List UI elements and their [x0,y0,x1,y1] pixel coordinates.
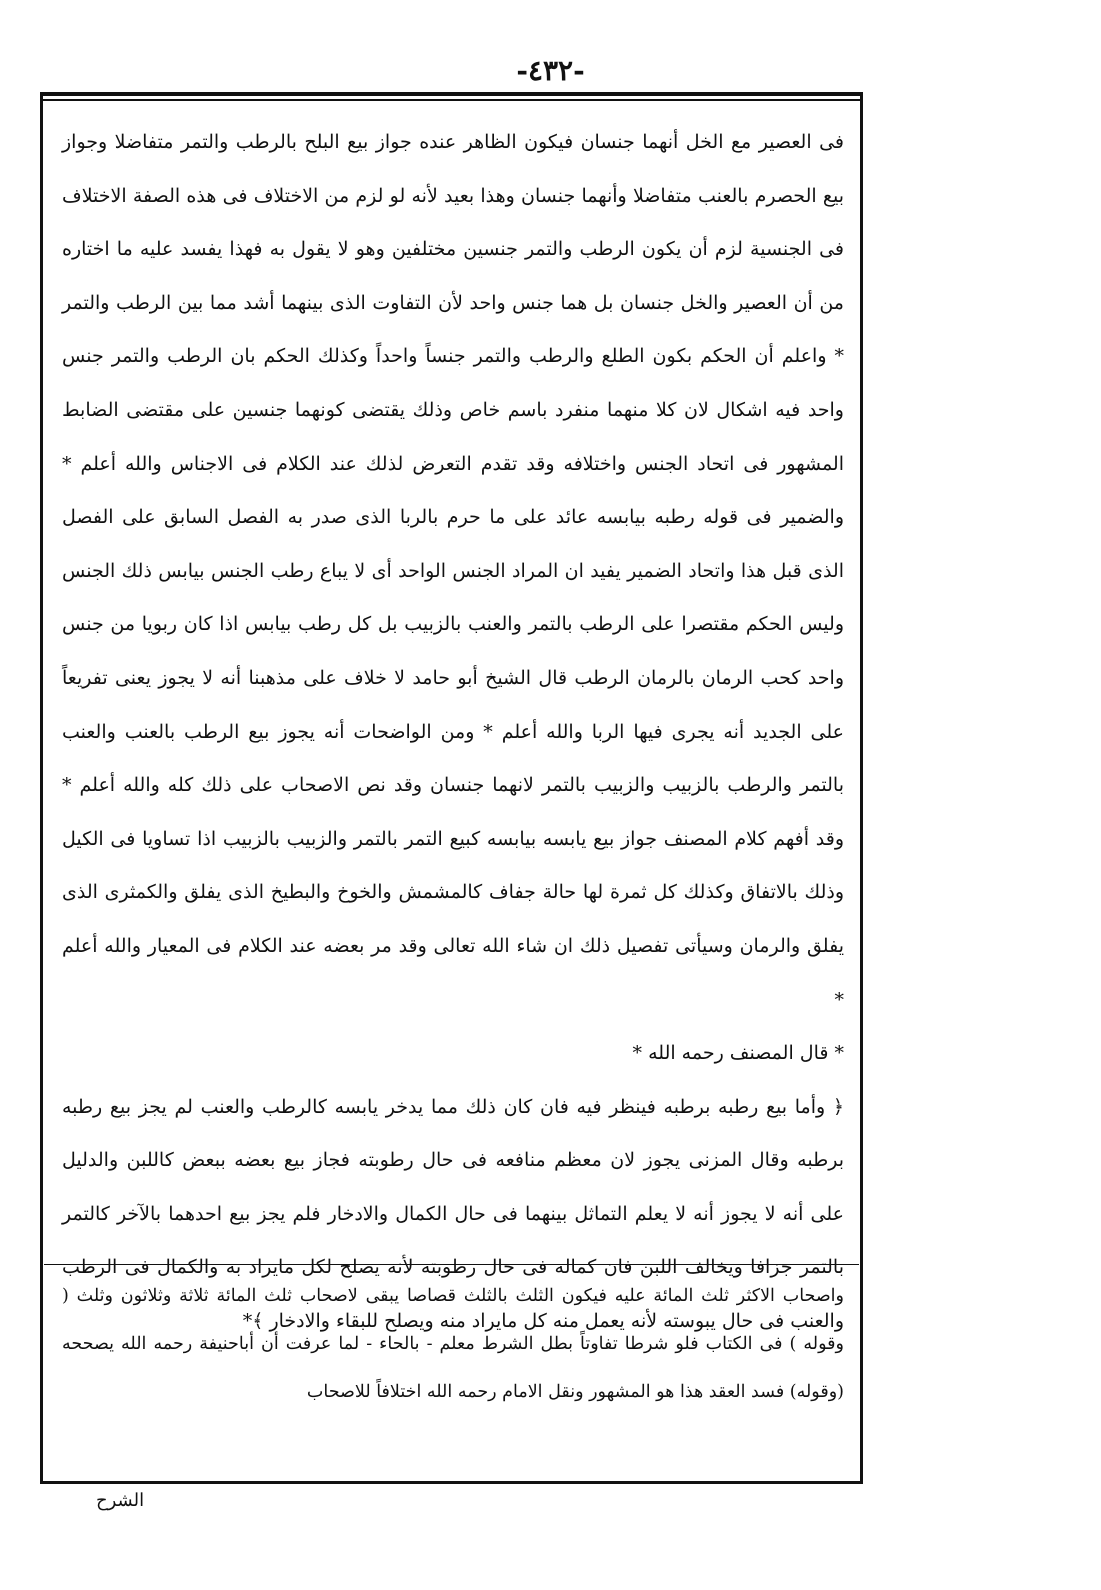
catchword: الشرح [96,1490,145,1511]
quoted-source-text: ﴿ وأما بيع رطبه برطبه فينظر فيه فان كان ذلك مما يدخر يابسه كالرطب والعنب لم يجز بيع رطبه برطبه وقال المزنى يجوز لان معظم منافعه فى حال رطوبته فجاز بيع بعضه ببعض كاللبن والدليل على أنه لا يجوز أنه لا يعلم التماثل بينهما فى حال الكمال والادخار فلم يجز بيع احدهما بالآخر كالتمر بالتمر جزافا ويخالف اللبن فان كماله فى حال رطوبته لأنه يصلح لكل مايراد به والكمال فى الرطب والعنب فى حال يبوسته لأنه يعمل منه كل مايراد منه ويصلح للبقاء والادخار ﴾* [62,1095,844,1333]
section-heading: * قال المصنف رحمه الله * [632,1042,844,1065]
page-number: -٤٣٢- [516,54,585,87]
commentary-paragraph: واصحاب الاكثر ثلث المائة عليه فيكون الثلث بالثلث قصاصا يبقى لاصحاب ثلث المائة ثلاثة وثلاثون وثلث ( وقوله ) فى الكتاب فلو شرطا تفاوتاً بطل الشرط معلم - بالحاء - لما عرفت أن أباحنيفة رحمه الله يصححه (وقوله) فسد العقد هذا هو المشهور ونقل الامام رحمه الله اختلافاً للاصحاب [62,1286,844,1402]
main-text-block [62,116,844,1333]
main-text-paragraph: فى العصير مع الخل أنهما جنسان فيكون الظاهر عنده جواز بيع البلح بالرطب والتمر متفاضلا وجواز بيع الحصرم بالعنب متفاضلا وأنهما جنسان وهذا بعيد لأنه لو لزم من الاختلاف فى هذه الصفة الاختلاف فى الجنسية لزم أن يكون الرطب والتمر جنسين مختلفين وهو لا يقول به فهذا يفسد عليه ما اختاره من أن العصير والخل جنسان بل هما جنس واحد لأن التفاوت الذى بينهما أشد مما بين الرطب والتمر * واعلم أن الحكم بكون الطلع والرطب والتمر جنساً واحداً وكذلك الحكم بان الرطب والتمر جنس واحد فيه اشكال لان كلا منهما منفرد باسم خاص وذلك يقتضى كونهما جنسين على مقتضى الضابط المشهور فى اتحاد الجنس واختلافه وقد تقدم التعرض لذلك عند الكلام فى الاجناس والله أعلم * والضمير فى قوله رطبه بيابسه عائد على ما حرم بالربا الذى صدر به الفصل السابق على الفصل الذى قبل هذا واتحاد الضمير يفيد ان المراد الجنس الواحد أى لا يباع رطب الجنس بيابس ذلك الجنس وليس الحكم مقتصرا على الرطب بالتمر والعنب بالزبيب بل كل رطب بيابس اذا كان ربويا من جنس واحد كحب الرمان بالرمان الرطب قال الشيخ أبو حامد لا خلاف على مذهبنا أنه لا يجوز يعنى تفريعاً على الجديد أنه يجرى فيها الربا والله أعلم * ومن الواضحات أنه يجوز بيع الرطب بالعنب والعنب بالتمر والرطب بالزبيب والزبيب بالتمر لانهما جنسان وقد نص الاصحاب على ذلك كله والله أعلم * وقد أفهم كلام المصنف جواز بيع يابسه بيابسه كبيع التمر بالتمر والزبيب بالزبيب اذا تساويا فى الكيل وذلك بالاتفاق وكذلك كل ثمرة لها حالة جفاف كالمشمش والخوخ والبطيخ الذى يفلق والكمثرى الذى يفلق والرمان وسيأتى تفصيل ذلك ان شاء الله تعالى وقد مر بعضه عند الكلام فى المعيار والله أعلم * [62,131,844,1011]
section-divider [44,1264,859,1265]
commentary-block [62,1272,844,1472]
frame-top-rule [40,92,863,101]
